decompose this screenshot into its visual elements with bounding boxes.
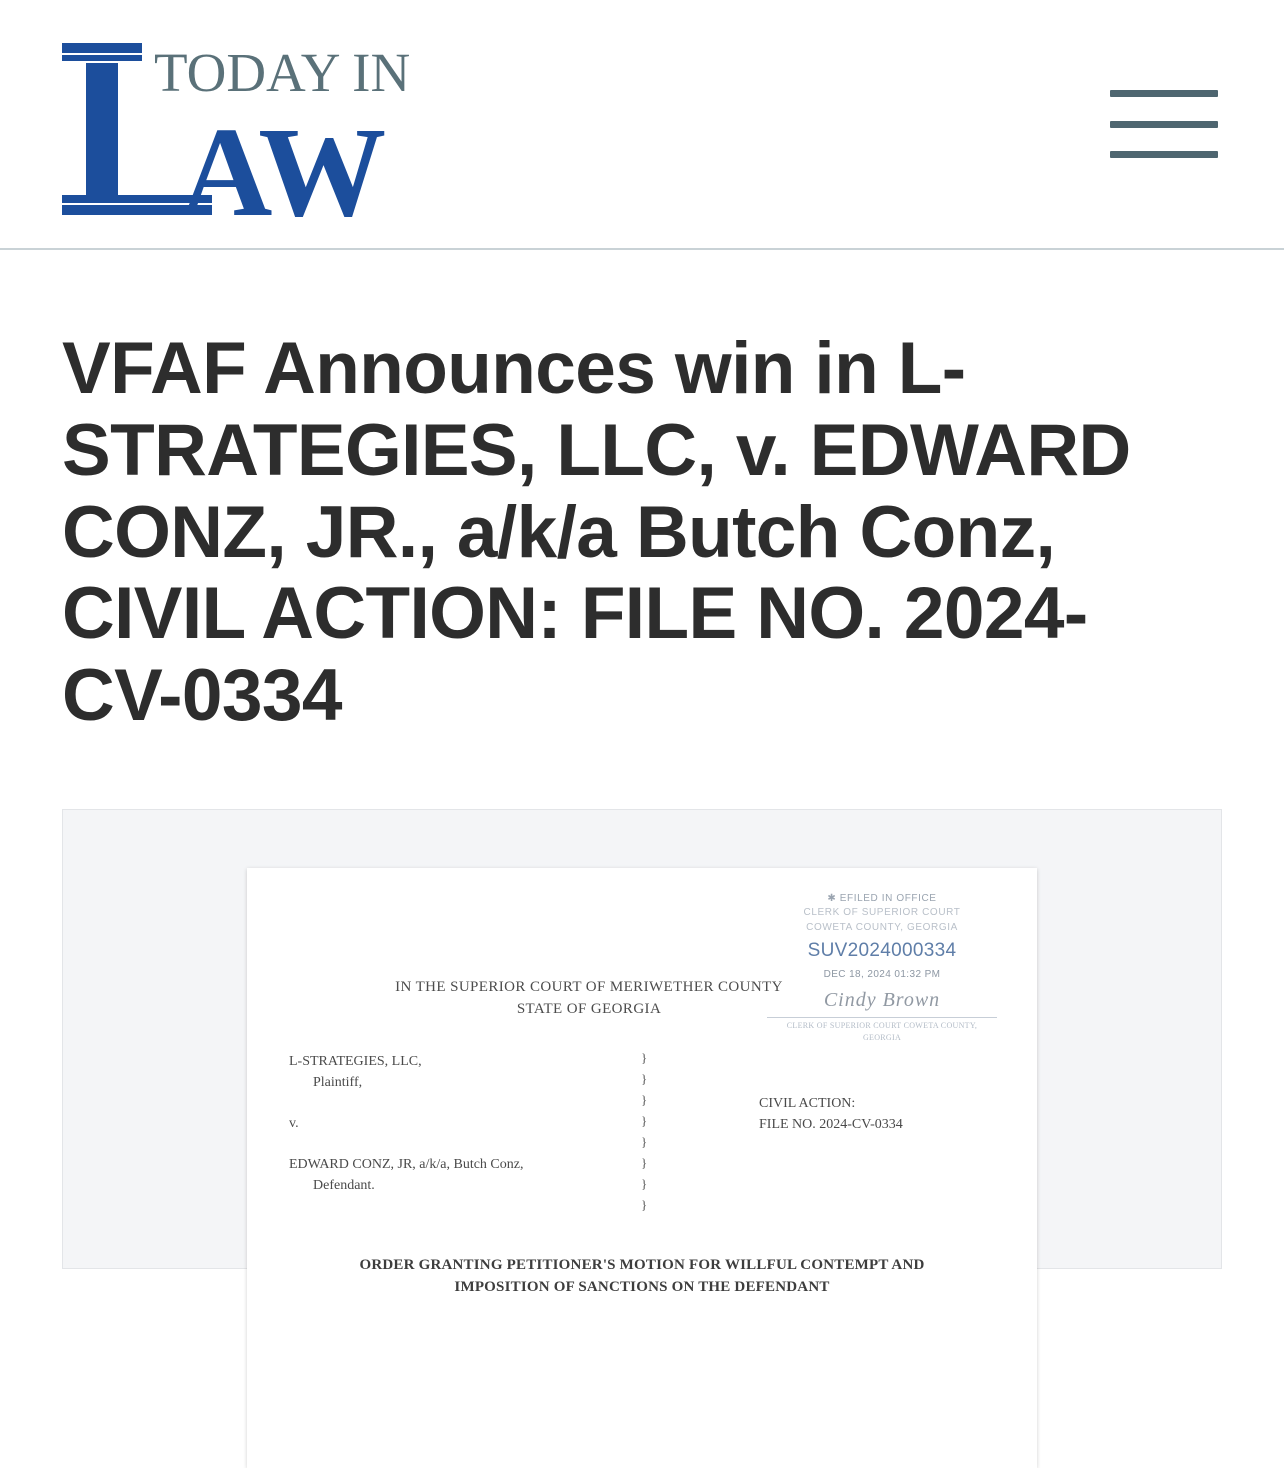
order-title <box>289 1254 995 1299</box>
hamburger-bar-1 <box>1110 90 1218 97</box>
clerk-signature-caption: CLERK OF SUPERIOR COURT COWETA COUNTY, GEORGIA <box>767 1017 997 1043</box>
page-title: VFAF Announces win in L-STRATEGIES, LLC, v. EDWARD CONZ, JR., a/k/a Butch Conz, CIVIL ACTION: FILE NO. 2024-CV-0334 <box>62 328 1131 736</box>
site-logo[interactable] <box>58 29 458 243</box>
caption-brace-column <box>641 1047 647 1215</box>
stamp-county-label: COWETA COUNTY, GEORGIA <box>806 921 958 933</box>
brace-2: } <box>641 1070 648 1086</box>
order-title-line-2: IMPOSITION OF SANCTIONS ON THE DEFENDANT <box>454 1279 830 1296</box>
versus-label: v. <box>289 1115 299 1131</box>
hamburger-bar-2 <box>1110 121 1218 128</box>
stamp-case-number: SUV2024000334 <box>807 940 957 962</box>
case-caption-parties <box>289 1051 619 1196</box>
efiling-stamp <box>767 892 997 1044</box>
caption-spacer-1 <box>289 1093 619 1113</box>
court-heading-line-1: IN THE SUPERIOR COURT OF MERIWETHER COUNTY <box>395 978 783 995</box>
case-caption <box>289 1049 995 1212</box>
hamburger-menu-icon[interactable] <box>1110 76 1218 172</box>
clerk-signature: Cindy Brown <box>823 989 941 1012</box>
svg-text:AW: AW <box>180 101 387 243</box>
article-main <box>0 250 1284 737</box>
plaintiff-role: Plaintiff, <box>313 1074 363 1090</box>
plaintiff-name: L-STRATEGIES, LLC, <box>289 1053 422 1069</box>
caption-spacer-2 <box>289 1134 619 1154</box>
brace-8: } <box>641 1196 648 1212</box>
case-caption-action <box>759 1093 903 1135</box>
stamp-efiled-label: ✱ EFILED IN OFFICE <box>827 892 937 904</box>
civil-action-label: CIVIL ACTION: <box>759 1095 856 1111</box>
hamburger-bar-3 <box>1110 151 1218 158</box>
court-document-scan <box>247 868 1037 1468</box>
stamp-clerk-label: CLERK OF SUPERIOR COURT <box>803 907 961 919</box>
svg-text:TODAY IN: TODAY IN <box>154 42 411 103</box>
brace-1: } <box>641 1049 648 1065</box>
court-heading-line-2: STATE OF GEORGIA <box>516 1001 662 1018</box>
brace-6: } <box>641 1154 648 1170</box>
logo-icon <box>58 29 458 243</box>
site-header <box>0 0 1284 250</box>
order-title-line-1: ORDER GRANTING PETITIONER'S MOTION FOR WILLFUL CONTEMPT AND <box>359 1256 925 1273</box>
file-number: FILE NO. 2024-CV-0334 <box>759 1116 903 1132</box>
defendant-name: EDWARD CONZ, JR, a/k/a, Butch Conz, <box>289 1156 524 1172</box>
brace-3: } <box>641 1091 648 1107</box>
defendant-role: Defendant. <box>313 1177 375 1193</box>
stamp-datetime: DEC 18, 2024 01:32 PM <box>823 968 941 980</box>
brace-7: } <box>641 1175 648 1191</box>
brace-5: } <box>641 1133 648 1149</box>
article-figure[interactable] <box>62 809 1222 1296</box>
brace-4: } <box>641 1112 648 1128</box>
